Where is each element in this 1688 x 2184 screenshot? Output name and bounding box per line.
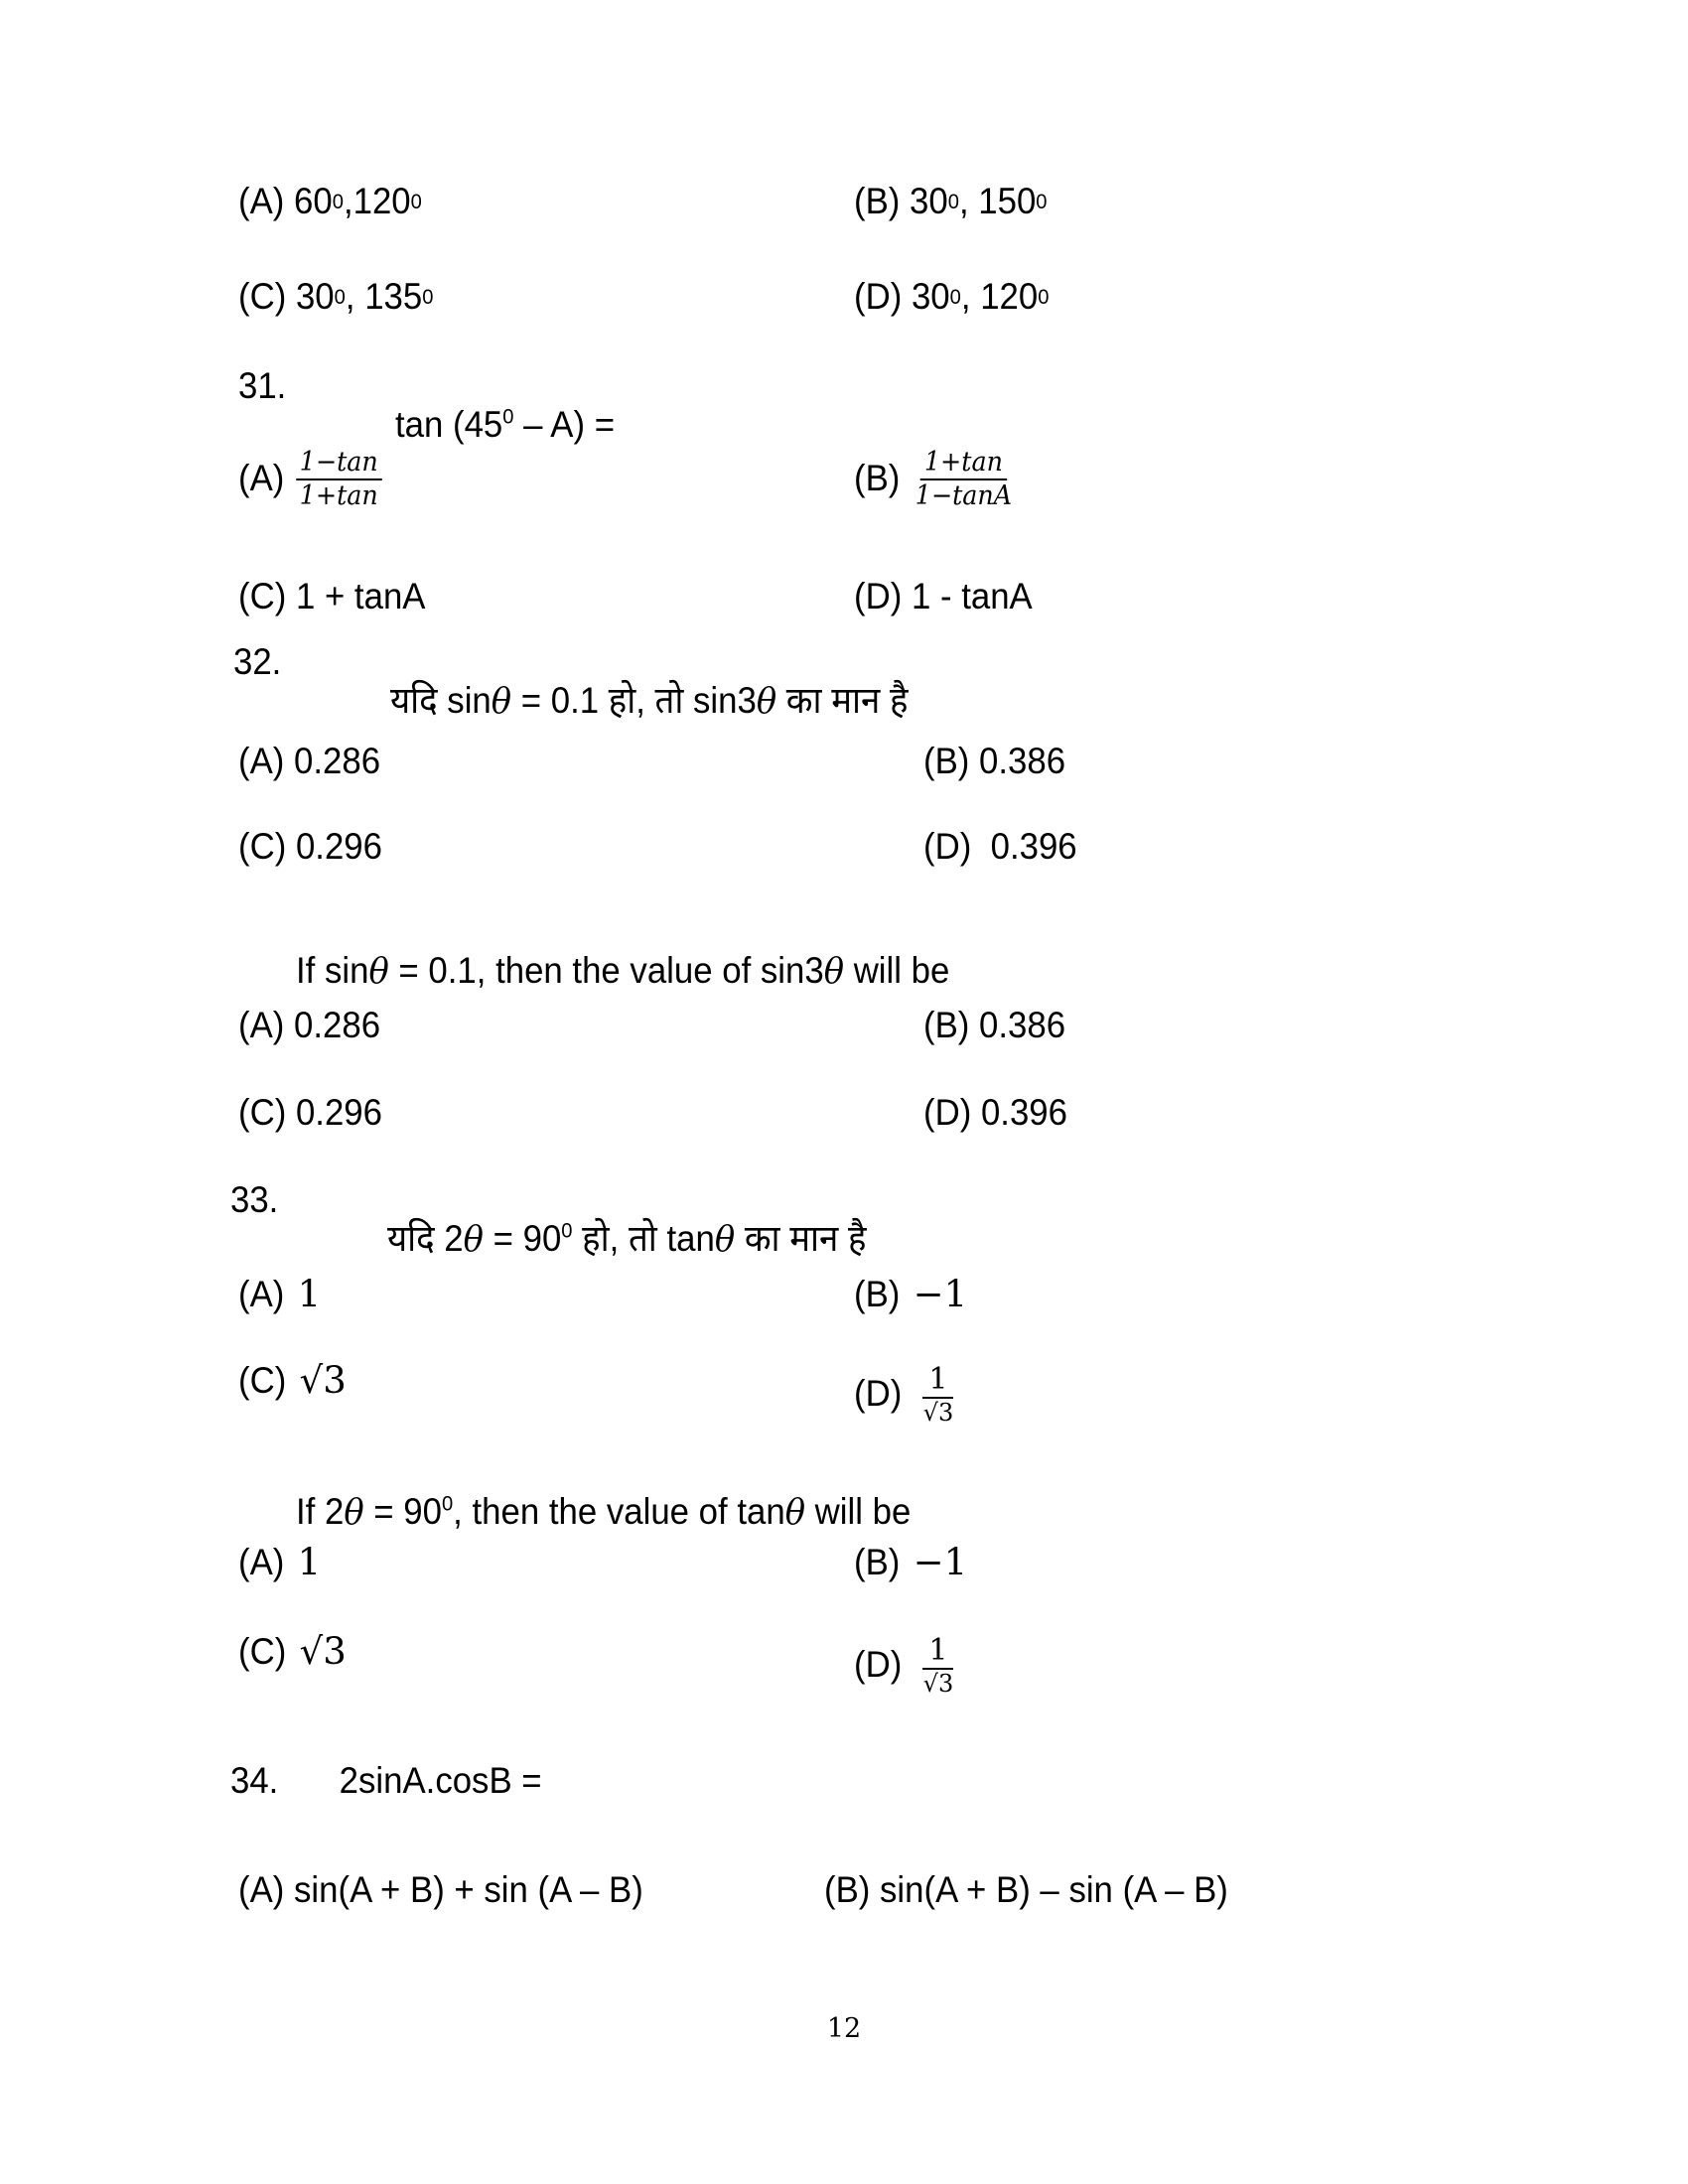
- fraction-q31-a: [296, 447, 382, 512]
- option-row-q31-cd: [238, 578, 1450, 616]
- option-q30-a-value-2: ,120: [343, 181, 411, 221]
- option-q30-d[interactable]: (D) 30 0 , 120 0: [854, 276, 1050, 317]
- option-row-q33-english-cd: [238, 1630, 1450, 1699]
- option-q32-english-a-label: (A): [238, 1005, 285, 1045]
- question-34-number: 34.: [230, 1760, 279, 1801]
- option-q33-english-c-label: (C): [238, 1631, 287, 1672]
- option-q32-hindi-a[interactable]: [238, 743, 743, 781]
- option-row-q33-hindi-cd: [238, 1359, 1450, 1428]
- question-31-number: 31.: [238, 365, 287, 406]
- option-q32-english-b-label: (B): [923, 1005, 970, 1045]
- question-33-stem-hindi-part-2: = 90: [483, 1217, 562, 1259]
- theta-symbol: θ: [344, 1491, 364, 1533]
- option-q32-english-c-value: 0.296: [295, 1092, 382, 1133]
- option-q32-hindi-d[interactable]: [923, 828, 1077, 867]
- option-q30-d-value-1: 30: [911, 276, 950, 317]
- option-q30-b-label: (B): [854, 181, 901, 221]
- option-q30-a-label: (A): [238, 181, 285, 221]
- question-33-stem-hindi-part-3: हो, तो tan: [572, 1217, 715, 1259]
- option-q32-hindi-c[interactable]: [238, 828, 743, 867]
- option-q32-hindi-d-label: (D): [923, 826, 972, 867]
- option-q33-hindi-d-label: (D): [854, 1373, 903, 1415]
- fraction-denominator: √3: [922, 1399, 954, 1428]
- fraction-numerator: 1+tan: [920, 447, 1007, 480]
- radicand: 3: [937, 1399, 954, 1428]
- question-31-stem-part-1: tan (45: [394, 403, 503, 445]
- option-q30-d-value-2: , 120: [960, 276, 1039, 317]
- option-row-q30-ab: [238, 183, 1450, 221]
- fraction-denominator: 1−tanA: [914, 479, 1013, 511]
- question-34: [230, 1762, 555, 1801]
- option-row-q32-english-ab: [238, 1007, 1450, 1045]
- fraction-denominator: √3: [922, 1670, 954, 1699]
- option-q32-hindi-a-value: 0.286: [294, 741, 381, 781]
- option-q33-hindi-b-label: (B): [854, 1274, 901, 1314]
- option-q33-english-d-label: (D): [854, 1644, 903, 1686]
- option-row-q32-english-cd: [238, 1094, 1450, 1133]
- option-row-q33-english-ab: [238, 1541, 1450, 1583]
- question-33-stem-english-part-3: , then the value of tan: [453, 1490, 785, 1532]
- option-q32-hindi-c-label: (C): [238, 826, 287, 867]
- option-q34-b-value: sin(A + B) – sin (A – B): [880, 1869, 1228, 1910]
- option-q33-hindi-a-label: (A): [238, 1274, 285, 1314]
- question-33-stem-hindi-part-4: का मान है: [735, 1217, 867, 1259]
- option-q30-c-label: (C): [238, 276, 287, 317]
- option-q30-b[interactable]: (B) 30 0 , 150 0: [854, 181, 1048, 221]
- option-q31-d-value: 1 - tanA: [911, 576, 1033, 616]
- option-q33-hindi-c-value: √3: [299, 1359, 347, 1402]
- option-q34-a[interactable]: [238, 1871, 743, 1910]
- theta-symbol: θ: [823, 950, 845, 992]
- option-q32-english-b-value: 0.386: [979, 1005, 1066, 1045]
- option-q33-hindi-a[interactable]: [238, 1273, 774, 1315]
- option-q31-a-label: (A): [238, 458, 285, 499]
- option-q33-english-a-label: (A): [238, 1542, 285, 1582]
- option-q34-b[interactable]: [824, 1871, 1228, 1910]
- option-q31-c[interactable]: [238, 578, 743, 616]
- option-q32-hindi-c-value: 0.296: [295, 826, 382, 867]
- option-q34-a-value: sin(A + B) + sin (A – B): [294, 1869, 643, 1910]
- option-q31-c-label: (C): [238, 576, 287, 616]
- option-q32-english-a[interactable]: [238, 1007, 743, 1045]
- option-q31-c-value: 1 + tanA: [295, 576, 426, 616]
- theta-symbol: θ: [784, 1491, 806, 1533]
- option-q31-a[interactable]: [238, 447, 743, 512]
- option-q30-c-value-1: 30: [295, 276, 335, 317]
- fraction-denominator: 1+tan: [299, 479, 378, 511]
- degree-symbol: 0: [441, 1491, 454, 1516]
- question-32-stem-hindi-part-2: = 0.1 हो, तो sin3: [511, 679, 757, 721]
- option-q32-hindi-a-label: (A): [238, 741, 285, 781]
- degree-symbol: 0: [561, 1218, 573, 1243]
- option-q32-hindi-b-value: 0.386: [979, 741, 1066, 781]
- option-q32-english-d-value: 0.396: [980, 1092, 1067, 1133]
- option-q31-d[interactable]: [854, 578, 1033, 616]
- option-q32-hindi-b-label: (B): [923, 741, 970, 781]
- radicand: 3: [937, 1670, 954, 1699]
- degree-symbol: 0: [502, 404, 514, 429]
- fraction-numerator: 1: [922, 1633, 953, 1670]
- option-q32-hindi-b[interactable]: [923, 743, 1065, 781]
- option-q30-a-value-1: 60: [294, 181, 333, 221]
- fraction-q33-english-d: [917, 1633, 960, 1699]
- option-q31-b-label: (B): [854, 458, 901, 499]
- fraction-q33-hindi-d: [917, 1362, 960, 1428]
- option-q32-english-c-label: (C): [238, 1092, 287, 1133]
- option-q32-hindi-d-value: 0.396: [980, 826, 1077, 867]
- option-q33-english-c[interactable]: [238, 1630, 774, 1673]
- question-32-stem-hindi-part-3: का मान है: [776, 679, 909, 721]
- page-number: 12: [826, 2013, 862, 2044]
- option-q33-english-c-value: √3: [299, 1630, 347, 1673]
- option-q31-d-label: (D): [854, 576, 903, 616]
- option-row-q34-ab: [238, 1871, 1450, 1910]
- question-32-number: 32.: [233, 641, 282, 682]
- option-q30-c-value-2: , 135: [345, 276, 423, 317]
- option-q30-b-value-2: , 150: [958, 181, 1037, 221]
- option-row-q30-cd: [238, 278, 1450, 317]
- option-q33-english-a-value: 1: [297, 1541, 322, 1583]
- option-q31-b[interactable]: [854, 447, 1018, 512]
- option-q33-hindi-b-value: −1: [913, 1273, 968, 1315]
- option-q32-english-c[interactable]: [238, 1094, 743, 1133]
- option-q33-english-b-value: −1: [913, 1541, 968, 1583]
- option-q33-hindi-c[interactable]: [238, 1359, 774, 1402]
- option-q30-b-value-1: 30: [910, 181, 948, 221]
- option-q32-english-b[interactable]: [923, 1007, 1065, 1045]
- option-row-q32-hindi-cd: [238, 828, 1450, 867]
- question-32-stem-hindi-part-1: यदि sin: [389, 679, 492, 721]
- option-q33-english-d[interactable]: [854, 1633, 961, 1699]
- fraction-q31-b: [912, 447, 1016, 512]
- fraction-numerator: 1−tan: [296, 447, 382, 480]
- question-33-stem-english-part-2: = 90: [363, 1490, 442, 1532]
- option-q33-hindi-c-label: (C): [238, 1360, 287, 1401]
- option-q34-b-label: (B): [824, 1869, 871, 1910]
- option-q30-d-label: (D): [854, 276, 903, 317]
- option-q33-hindi-d[interactable]: [854, 1362, 961, 1428]
- option-q32-english-a-value: 0.286: [294, 1005, 381, 1045]
- option-row-q32-hindi-ab: [238, 743, 1450, 781]
- question-32-stem-english-part-3: will be: [844, 949, 950, 991]
- theta-symbol: θ: [491, 680, 512, 722]
- option-q33-english-b-label: (B): [854, 1542, 901, 1582]
- option-q34-a-label: (A): [238, 1869, 285, 1910]
- option-row-q33-hindi-ab: [238, 1273, 1450, 1315]
- option-q32-english-d[interactable]: [923, 1094, 1067, 1133]
- theta-symbol: θ: [714, 1218, 736, 1260]
- option-q32-english-d-label: (D): [923, 1092, 972, 1133]
- option-q33-english-b[interactable]: [854, 1541, 968, 1583]
- theta-symbol: θ: [463, 1218, 484, 1260]
- option-q33-hindi-a-value: 1: [297, 1273, 322, 1315]
- option-q33-hindi-b[interactable]: [854, 1273, 968, 1315]
- fraction-numerator: 1: [922, 1362, 953, 1399]
- question-33-stem-english-part-1: If 2: [295, 1490, 345, 1532]
- option-q30-c[interactable]: (C) 30 0 , 135 0: [238, 276, 434, 317]
- option-row-q31-ab: [238, 447, 1450, 512]
- question-33-stem-english-part-4: will be: [805, 1490, 912, 1532]
- option-q30-a[interactable]: (A) 60 0 ,120 0: [238, 181, 422, 221]
- theta-symbol: θ: [756, 680, 777, 722]
- question-32-stem-english-part-1: If sin: [295, 949, 369, 991]
- question-32-stem-english-part-2: = 0.1, then the value of sin3: [388, 949, 824, 991]
- question-31-stem-part-2: – A) =: [513, 403, 616, 445]
- option-q33-english-a[interactable]: [238, 1541, 774, 1583]
- theta-symbol: θ: [368, 950, 389, 992]
- question-34-stem: 2sinA.cosB =: [330, 1760, 542, 1801]
- question-33-stem-hindi-part-1: यदि 2: [386, 1217, 464, 1259]
- question-33-number: 33.: [230, 1179, 279, 1220]
